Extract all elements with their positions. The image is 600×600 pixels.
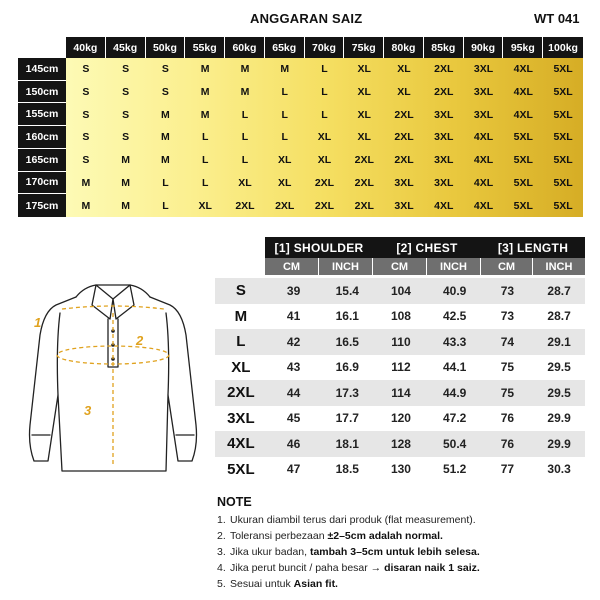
unit-header-cell: INCH	[533, 258, 585, 275]
size-grid-body	[66, 58, 583, 217]
weight-header-row	[66, 37, 583, 58]
size-grid-cell: XL	[198, 199, 212, 212]
size-grid-row	[66, 149, 583, 172]
measurement-value: 77	[500, 462, 515, 477]
measurement-row	[215, 355, 585, 381]
weight-header-cell: 80kg	[384, 37, 424, 58]
note-item	[217, 512, 587, 528]
notes-title: NOTE	[217, 495, 252, 509]
measurement-value: 18.5	[335, 462, 359, 477]
size-grid-cell: M	[161, 108, 170, 121]
size-grid-cell: L	[321, 86, 328, 99]
height-header-cell: 155cm	[18, 103, 66, 126]
note-number: 3.	[217, 546, 226, 558]
size-grid-cell: M	[200, 63, 210, 76]
size-grid-cell: S	[122, 108, 130, 121]
note-text-part: Ukuran diambil terus dari produk (flat measurement).	[230, 514, 476, 526]
size-grid-cell: XL	[238, 176, 252, 189]
size-grid-cell: XL	[317, 154, 332, 167]
size-grid-cell: 2XL	[394, 154, 414, 167]
height-header-cell: 175cm	[18, 194, 66, 217]
shoulder-guide-line	[62, 306, 164, 309]
height-header-cell: 160cm	[18, 126, 66, 149]
note-number: 5.	[217, 578, 226, 590]
size-grid-cell: S	[122, 63, 130, 76]
unit-header-cell: CM	[481, 258, 533, 275]
measurement-value: 44.9	[443, 385, 467, 400]
weight-header-cell: 95kg	[503, 37, 543, 58]
weight-header-cell: 100kg	[543, 37, 583, 58]
size-grid-cell: 2XL	[354, 154, 374, 167]
measurement-table	[215, 237, 585, 480]
measurement-value: 120	[390, 411, 411, 426]
size-grid-cell: 3XL	[394, 199, 414, 212]
size-grid-cell: 3XL	[434, 108, 454, 121]
height-header-cell: 165cm	[18, 149, 66, 172]
measurement-value: 44.1	[443, 360, 467, 375]
size-grid-cell: 2XL	[394, 131, 414, 144]
measurement-value: 130	[390, 462, 411, 477]
measurement-value: 44	[286, 385, 301, 400]
weight-header-cell: 60kg	[225, 37, 265, 58]
note-text	[230, 544, 480, 560]
height-header-column	[18, 58, 66, 217]
size-grid-cell: 4XL	[513, 63, 533, 76]
weight-height-size-grid	[18, 37, 583, 217]
size-grid-cell: 5XL	[553, 131, 573, 144]
guide-label-2: 2	[136, 333, 144, 348]
note-text	[230, 512, 476, 528]
measurement-value: 51.2	[443, 462, 467, 477]
guide-label-3: 3	[84, 403, 92, 418]
size-grid-cell: 4XL	[473, 154, 494, 167]
measurement-value: 29.9	[547, 436, 571, 451]
measurement-value: 43	[286, 360, 301, 375]
size-grid-row	[66, 81, 583, 104]
measurement-value: 43.3	[443, 334, 467, 349]
size-label: M	[234, 307, 248, 325]
size-grid-cell: 4XL	[513, 108, 533, 121]
size-label: 5XL	[227, 460, 255, 478]
size-grid-cell: 2XL	[314, 176, 335, 189]
size-grid-cell: XL	[357, 131, 371, 144]
note-item	[217, 576, 587, 592]
size-grid-cell: M	[161, 131, 170, 144]
measurement-row	[215, 457, 585, 483]
measurement-value: 15.4	[335, 283, 359, 298]
measurement-value: 73	[500, 283, 515, 298]
measurement-value: 50.4	[443, 436, 467, 451]
size-grid-cell: 2XL	[314, 199, 335, 212]
size-grid-cell: 2XL	[354, 176, 374, 189]
size-grid-cell: XL	[317, 131, 332, 144]
measurement-value: 18.1	[335, 436, 359, 451]
size-grid-cell: XL	[397, 86, 411, 99]
size-grid-cell: L	[321, 63, 328, 76]
size-grid-cell: 3XL	[473, 108, 494, 121]
size-grid-cell: XL	[357, 86, 371, 99]
size-grid-cell: 3XL	[434, 154, 454, 167]
size-grid-cell: S	[82, 131, 90, 144]
measurement-value: 28.7	[547, 309, 571, 324]
size-grid-cell: S	[122, 86, 130, 99]
size-grid-cell: L	[162, 199, 169, 212]
measurement-value: 112	[391, 360, 411, 375]
weight-header-cell: 55kg	[185, 37, 225, 58]
chest-group-header: [2] CHEST	[373, 237, 481, 258]
measurement-row	[215, 278, 585, 304]
note-number: 1.	[217, 514, 226, 526]
measurement-row	[215, 304, 585, 330]
size-grid-row	[66, 194, 583, 217]
size-grid-cell: 3XL	[434, 131, 454, 144]
size-grid-cell: M	[81, 176, 91, 189]
measurement-value: 73	[500, 309, 515, 324]
measurement-value: 42	[286, 334, 301, 349]
size-label: XL	[231, 358, 251, 376]
size-grid-cell: 5XL	[553, 86, 573, 99]
size-grid-cell: 2XL	[275, 199, 295, 212]
size-grid-cell: 2XL	[354, 199, 374, 212]
weight-header-cell: 90kg	[464, 37, 504, 58]
measurement-value: 75	[500, 385, 515, 400]
chart-title: ANGGARAN SAIZ	[250, 11, 363, 26]
size-grid-cell: 3XL	[473, 63, 494, 76]
measurement-value: 104	[390, 283, 411, 298]
size-grid-cell: L	[241, 154, 249, 167]
weight-header-cell: 65kg	[265, 37, 305, 58]
size-label: L	[236, 333, 246, 351]
shoulder-group-header: [1] SHOULDER	[265, 237, 373, 258]
size-grid-cell: 5XL	[553, 176, 573, 189]
measurement-guides	[57, 306, 169, 465]
size-grid-cell: XL	[357, 63, 371, 76]
size-grid-cell: 5XL	[513, 176, 533, 189]
product-code: WT 041	[534, 11, 580, 26]
size-grid-cell: XL	[278, 176, 292, 189]
size-grid-cell: 3XL	[434, 176, 454, 189]
note-text-bold: ±2–5cm adalah normal.	[327, 530, 443, 542]
size-grid-cell: M	[161, 154, 170, 167]
measurement-value: 39	[286, 283, 301, 298]
size-grid-cell: 5XL	[553, 199, 573, 212]
size-grid-cell: M	[240, 63, 250, 76]
size-grid-cell: 2XL	[434, 86, 454, 99]
measurement-row	[215, 431, 585, 457]
note-text-bold: Asian fit.	[293, 578, 338, 590]
measurement-row	[215, 406, 585, 432]
measurement-value: 16.1	[335, 309, 359, 324]
note-item	[217, 528, 587, 544]
size-grid-cell: 5XL	[513, 199, 533, 212]
size-grid-cell: L	[201, 176, 209, 189]
note-number: 4.	[217, 562, 226, 574]
height-header-cell: 170cm	[18, 172, 66, 195]
size-grid-cell: 4XL	[473, 199, 494, 212]
size-label: 3XL	[227, 409, 255, 427]
unit-header-cell: INCH	[427, 258, 481, 275]
size-grid-cell: M	[121, 154, 131, 167]
notes-list	[217, 512, 587, 592]
size-grid-row	[66, 126, 583, 149]
size-grid-cell: S	[82, 108, 90, 121]
weight-header-cell: 70kg	[305, 37, 345, 58]
measurement-value: 114	[391, 385, 411, 400]
size-grid-cell: 4XL	[513, 86, 533, 99]
size-grid-cell: 3XL	[473, 86, 494, 99]
unit-header-cell: CM	[265, 258, 319, 275]
unit-header-cell: INCH	[319, 258, 373, 275]
size-grid-cell: M	[200, 86, 210, 99]
size-grid-cell: L	[162, 176, 169, 189]
unit-header-cell: CM	[373, 258, 427, 275]
measurement-value: 110	[391, 334, 411, 349]
note-text	[230, 528, 443, 544]
weight-header-cell: 75kg	[344, 37, 384, 58]
size-label: 2XL	[227, 384, 255, 402]
size-label: 4XL	[227, 435, 255, 453]
measurement-value: 47	[286, 462, 301, 477]
guide-label-1: 1	[34, 315, 42, 330]
size-grid-cell: 5XL	[553, 108, 573, 121]
weight-header-cell: 50kg	[146, 37, 186, 58]
note-text-bold: tambah 3–5cm untuk lebih selesa.	[309, 546, 480, 558]
measurement-value: 42.5	[443, 309, 467, 324]
measurement-value: 29.5	[547, 360, 571, 375]
weight-header-cell: 40kg	[66, 37, 106, 58]
measurement-value: 40.9	[443, 283, 467, 298]
note-text-part: Toleransi perbezaan	[230, 530, 328, 542]
measurement-value: 17.7	[335, 411, 359, 426]
size-grid-cell: M	[81, 199, 91, 212]
size-grid-cell: 3XL	[394, 176, 414, 189]
measurement-value: 128	[390, 436, 411, 451]
note-text-bold: disaran naik 1 saiz.	[384, 562, 480, 574]
size-grid-cell: XL	[397, 63, 411, 76]
height-header-cell: 150cm	[18, 81, 66, 104]
length-group-header: [3] LENGTH	[481, 237, 585, 258]
size-grid-row	[66, 172, 583, 195]
measurement-value: 76	[500, 436, 515, 451]
size-grid-cell: 4XL	[473, 176, 494, 189]
measurement-value: 46	[286, 436, 301, 451]
size-grid-cell: M	[240, 86, 250, 99]
size-grid-row	[66, 58, 583, 81]
shirt-diagram	[18, 275, 208, 475]
weight-header-cell: 85kg	[424, 37, 464, 58]
size-grid-cell: L	[281, 86, 288, 99]
measurement-value: 29.1	[547, 334, 571, 349]
note-number: 2.	[217, 530, 226, 542]
measurement-value: 17.3	[335, 385, 359, 400]
size-grid-cell: L	[201, 154, 209, 167]
measurement-value: 16.5	[335, 334, 359, 349]
size-grid-cell: L	[241, 131, 249, 144]
size-grid-cell: M	[121, 176, 131, 189]
measurement-value: 29.5	[547, 385, 571, 400]
size-grid-cell: L	[281, 108, 288, 121]
size-grid-cell: S	[82, 86, 90, 99]
note-text	[230, 560, 480, 576]
size-grid-cell: L	[241, 108, 249, 121]
size-grid-cell: L	[321, 108, 328, 121]
height-header-cell: 145cm	[18, 58, 66, 81]
size-grid-cell: S	[82, 154, 90, 167]
note-text-part: Jika perut buncit / paha besar →	[230, 562, 385, 574]
size-grid-cell: 4XL	[473, 131, 494, 144]
measurement-value: 75	[500, 360, 515, 375]
size-grid-cell: S	[122, 131, 130, 144]
note-item	[217, 544, 587, 560]
size-grid-cell: 5XL	[513, 154, 533, 167]
size-grid-cell: 5XL	[513, 131, 533, 144]
size-grid-cell: M	[280, 63, 290, 76]
measurement-value: 41	[286, 309, 301, 324]
note-text-part: Jika ukur badan,	[230, 546, 310, 558]
measurement-row	[215, 329, 585, 355]
measurement-value: 108	[390, 309, 411, 324]
size-grid-cell: L	[281, 131, 288, 144]
size-grid-cell: M	[121, 199, 131, 212]
measurement-value: 45	[286, 411, 301, 426]
size-label: S	[235, 282, 246, 300]
size-grid-cell: XL	[357, 108, 371, 121]
measurement-value: 76	[500, 411, 515, 426]
size-grid-cell: 2XL	[235, 199, 255, 212]
size-grid-cell: 5XL	[553, 63, 573, 76]
size-grid-cell: S	[82, 63, 90, 76]
note-item	[217, 560, 587, 576]
measurement-value: 28.7	[547, 283, 571, 298]
size-grid-cell: 4XL	[434, 199, 454, 212]
measurement-value: 74	[500, 334, 515, 349]
measurement-value: 30.3	[547, 462, 571, 477]
measurement-value: 29.9	[547, 411, 571, 426]
size-grid-cell: S	[161, 86, 169, 99]
size-grid-cell: S	[161, 63, 169, 76]
measurement-value: 47.2	[443, 411, 467, 426]
note-text-part: Sesuai untuk	[230, 578, 294, 590]
note-text	[230, 576, 338, 592]
size-grid-cell: 2XL	[434, 63, 454, 76]
size-grid-cell: M	[200, 108, 210, 121]
size-grid-row	[66, 103, 583, 126]
size-grid-cell: L	[201, 131, 209, 144]
weight-header-cell: 45kg	[106, 37, 146, 58]
measurement-value: 16.9	[335, 360, 359, 375]
size-grid-cell: 5XL	[553, 154, 573, 167]
size-grid-cell: XL	[278, 154, 292, 167]
measurement-row	[215, 380, 585, 406]
size-grid-cell: 2XL	[394, 108, 414, 121]
